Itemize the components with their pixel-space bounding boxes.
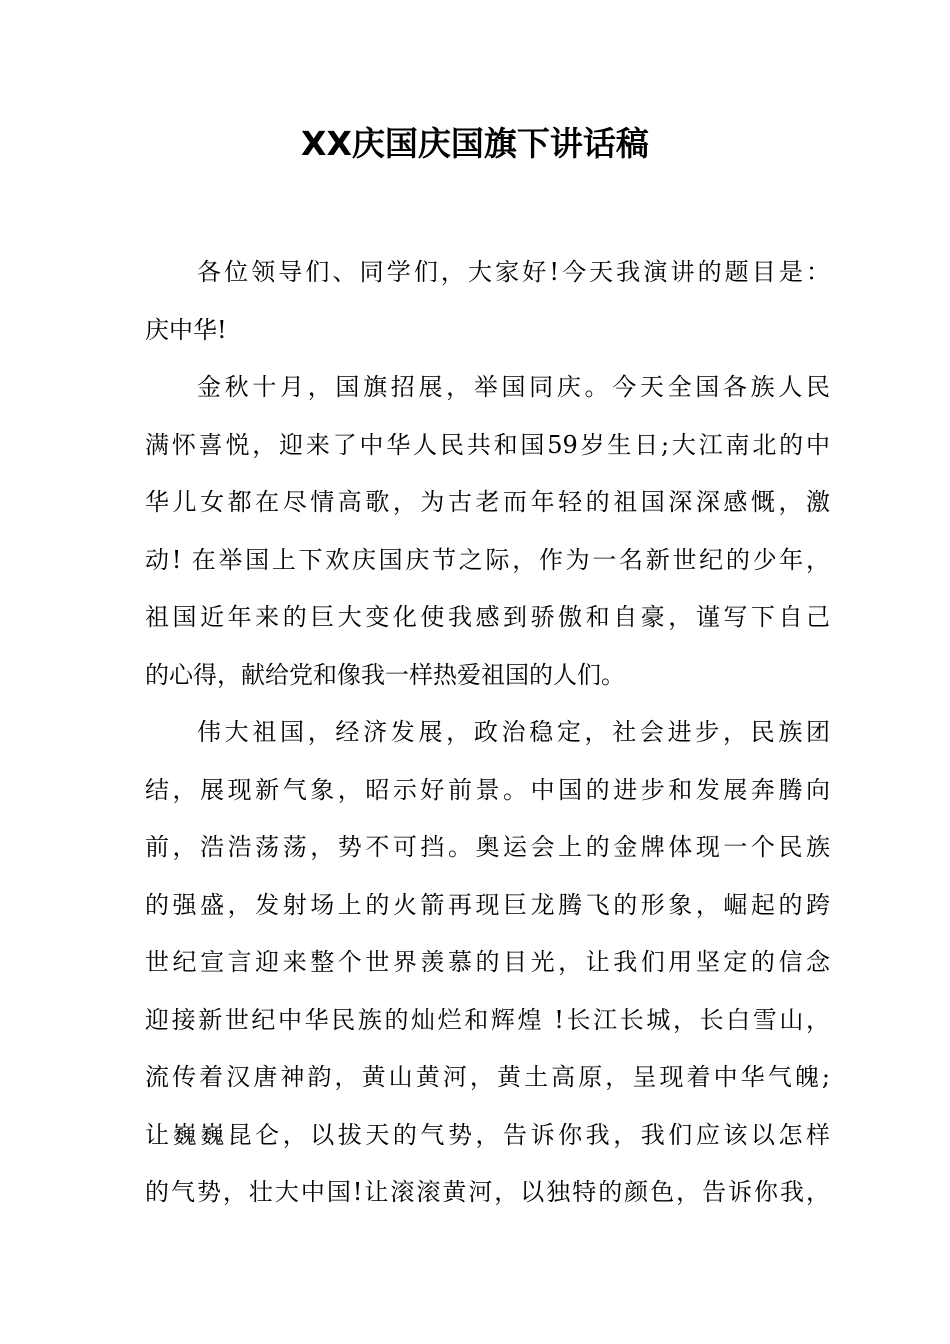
body-line: 祖国近年来的巨大变化使我感到骄傲和自豪，谨写下自己 <box>145 603 830 631</box>
document-title: XX庆国庆国旗下讲话稿 <box>301 124 649 163</box>
body-line: 满怀喜悦，迎来了中华人民共和国59岁生日;大江南北的中 <box>145 430 830 459</box>
body-line: 伟大祖国，经济发展，政治稳定，社会进步，民族团 <box>197 718 830 746</box>
body-line: 结，展现新气象，昭示好前景。中国的进步和发展奔腾向 <box>145 775 830 804</box>
body-line: 金秋十月，国旗招展，举国同庆。今天全国各族人民 <box>197 373 830 401</box>
body-line: 华儿女都在尽情高歌，为古老而年轻的祖国深深感慨，激 <box>145 488 830 516</box>
body-line: 前，浩浩荡荡，势不可挡。奥运会上的金牌体现一个民族 <box>145 833 830 861</box>
body-line: 的心得，献给党和像我一样热爱祖国的人们。 <box>145 660 625 689</box>
body-line: 流传着汉唐神韵，黄山黄河，黄土高原，呈现着中华气魄; <box>145 1063 830 1091</box>
body-line: 世纪宣言迎来整个世界羡慕的目光，让我们用坚定的信念 <box>145 948 830 976</box>
body-line: 庆中华! <box>145 315 227 344</box>
document-body <box>145 244 830 1222</box>
body-line: 让巍巍昆仑，以拔天的气势，告诉你我，我们应该以怎样 <box>145 1120 830 1149</box>
body-line: 各位领导们、同学们，大家好!今天我演讲的题目是： <box>197 258 830 286</box>
body-line: 的强盛，发射场上的火箭再现巨龙腾飞的形象，崛起的跨 <box>145 890 830 919</box>
body-line: 动! 在举国上下欢庆国庆节之际，作为一名新世纪的少年， <box>145 545 830 574</box>
body-line: 的气势，壮大中国!让滚滚黄河，以独特的颜色，告诉你我， <box>145 1178 830 1206</box>
body-line: 迎接新世纪中华民族的灿烂和辉煌 !长江长城，长白雪山， <box>145 1005 830 1034</box>
